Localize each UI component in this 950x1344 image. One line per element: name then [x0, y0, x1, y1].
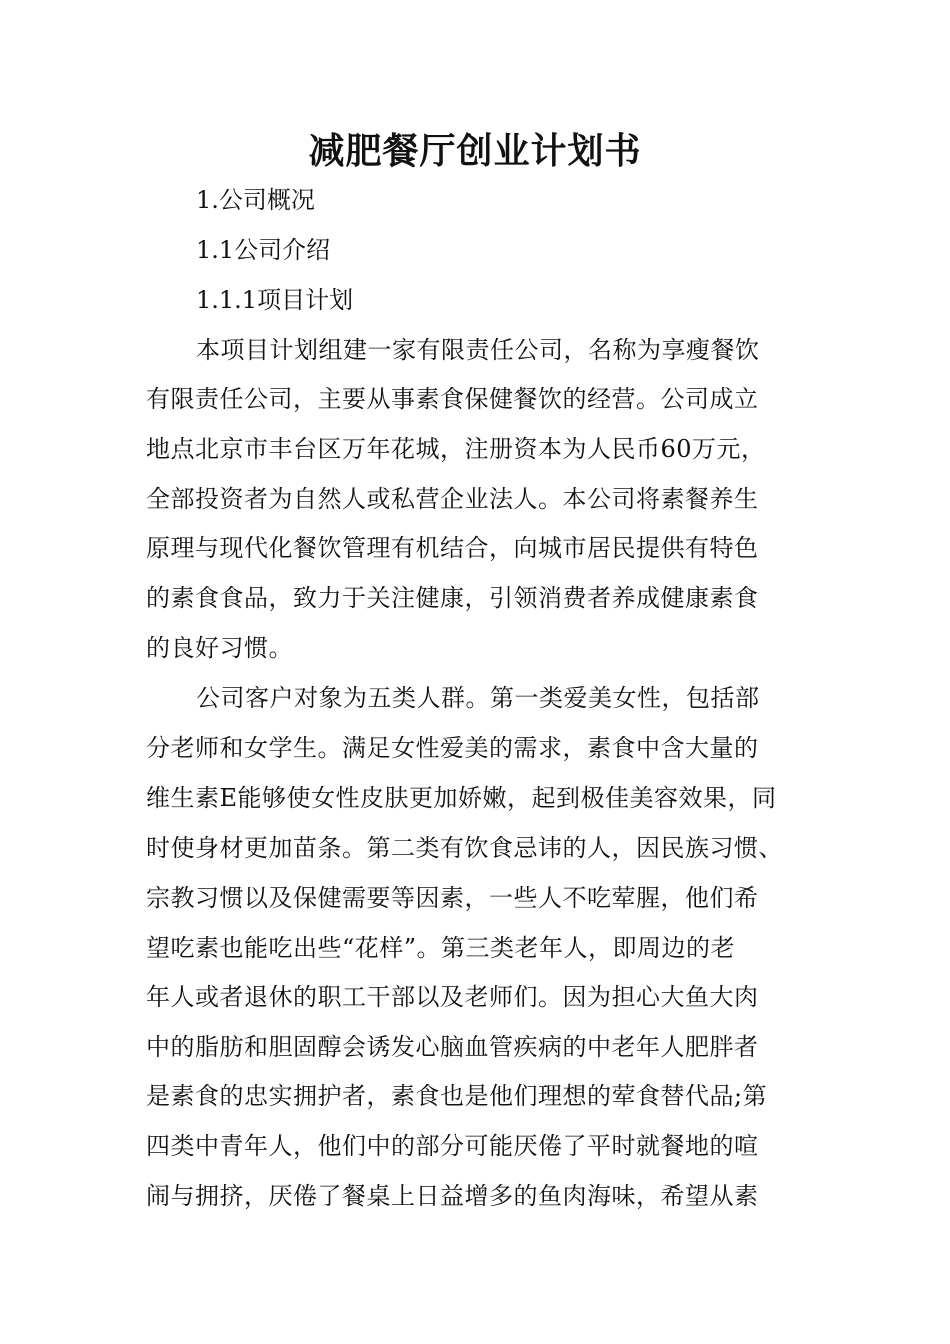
paragraph-2-line: 维生素E能够使女性皮肤更加娇嫩，起到极佳美容效果，同: [146, 784, 777, 812]
paragraph-2-line: 四类中青年人，他们中的部分可能厌倦了平时就餐地的喧: [146, 1132, 759, 1160]
document-title: 减肥餐厅创业计划书: [308, 131, 642, 172]
paragraph-1-line: 原理与现代化餐饮管理有机结合，向城市居民提供有特色: [146, 534, 759, 562]
paragraph-1-line: 本项目计划组建一家有限责任公司，名称为享瘦餐饮: [196, 336, 760, 364]
paragraph-2-line: 宗教习惯以及保健需要等因素，一些人不吃荤腥，他们希: [146, 884, 759, 912]
paragraph-2-line: 公司客户对象为五类人群。第一类爱美女性，包括部: [196, 684, 760, 712]
paragraph-2-line: 时使身材更加苗条。第二类有饮食忌讳的人，因民族习惯、: [146, 834, 783, 862]
paragraph-2-line: 中的脂肪和胆固醇会诱发心脑血管疾病的中老年人肥胖者: [146, 1033, 759, 1061]
section-heading-1-1-1: 1.1.1项目计划: [196, 286, 354, 314]
paragraph-1-line: 的良好习惯。: [146, 634, 293, 662]
section-heading-1: 1.公司概况: [196, 186, 315, 214]
paragraph-1-line: 的素食食品，致力于关注健康，引领消费者养成健康素食: [146, 584, 759, 612]
paragraph-1-line: 有限责任公司，主要从事素食保健餐饮的经营。公司成立: [146, 385, 759, 413]
paragraph-1-line: 地点北京市丰台区万年花城，注册资本为人民币60万元，: [146, 435, 766, 463]
paragraph-2-line: 分老师和女学生。满足女性爱美的需求，素食中含大量的: [146, 734, 759, 762]
paragraph-1-line: 全部投资者为自然人或私营企业法人。本公司将素餐养生: [146, 485, 759, 513]
section-heading-1-1: 1.1公司介绍: [196, 236, 331, 264]
paragraph-2-line: 闹与拥挤，厌倦了餐桌上日益增多的鱼肉海味，希望从素: [146, 1182, 759, 1210]
paragraph-2-line: 是素食的忠实拥护者，素食也是他们理想的荤食替代品;第: [146, 1082, 768, 1110]
paragraph-2-line: 望吃素也能吃出些“花样”。第三类老年人，即周边的老: [146, 934, 736, 962]
paragraph-2-line: 年人或者退休的职工干部以及老师们。因为担心大鱼大肉: [146, 983, 759, 1011]
